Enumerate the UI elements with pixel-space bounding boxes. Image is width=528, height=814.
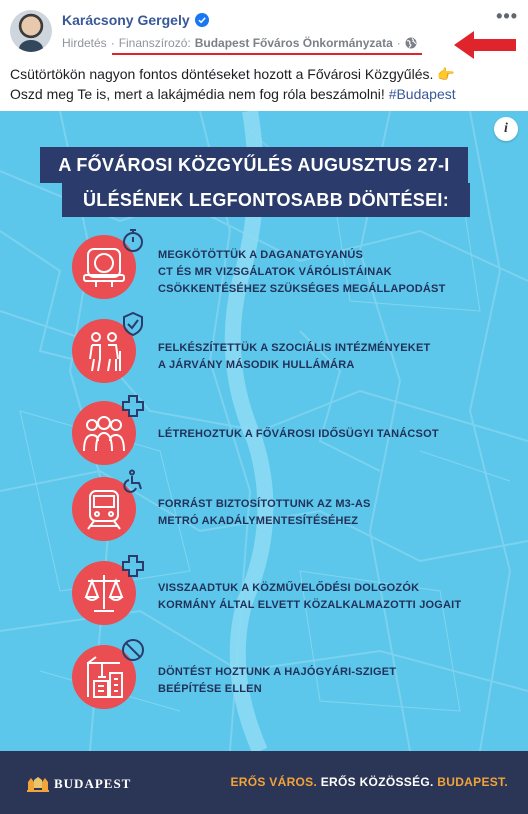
decision-item-cultural-workers <box>0 561 528 641</box>
ad-info-button[interactable]: i <box>494 117 518 141</box>
meta-separator: · <box>110 36 115 50</box>
post-text-line-2 <box>10 84 520 104</box>
item-text-line: MEGKÖTÖTTÜK A DAGANATGYANÚS <box>158 249 364 261</box>
item-text-line: METRÓ AKADÁLYMENTESÍTÉSÉHEZ <box>158 515 359 527</box>
item-text <box>158 496 498 530</box>
post-text-part-2: Oszd meg Te is, mert a lakájmédia nem fog róla beszámolni! <box>10 86 385 102</box>
sponsor-prefix: Finanszírozó: <box>118 36 191 50</box>
hashtag-link[interactable]: #Budapest <box>388 86 456 102</box>
slogan-part-2: ERŐS KÖZÖSSÉG. <box>320 775 434 789</box>
more-options-icon[interactable]: ••• <box>496 6 518 26</box>
item-text-line: DÖNTÉST HOZTUNK A HAJÓGYÁRI-SZIGET <box>158 666 397 678</box>
decision-item-shipyard-island <box>0 645 528 725</box>
plus-icon <box>120 553 146 579</box>
shield-check-icon <box>120 311 146 337</box>
title-line-2: ÜLÉSÉNEK LEGFONTOSABB DÖNTÉSEI: <box>62 183 470 217</box>
item-text-line: FORRÁST BIZTOSÍTOTTUNK AZ M3-AS <box>158 498 371 510</box>
item-text-line: VISSZAADTUK A KÖZMŰVELŐDÉSI DOLGOZÓK <box>158 582 420 594</box>
item-text-line: FELKÉSZÍTETTÜK A SZOCIÁLIS INTÉZMÉNYEKET <box>158 342 431 354</box>
item-text-line: KORMÁNY ÁLTAL ELVETT KÖZALKALMAZOTTI JOGAIT <box>158 599 462 611</box>
title-line-1: A FŐVÁROSI KÖZGYŰLÉS AUGUSZTUS 27-I <box>40 147 468 183</box>
ad-label[interactable]: Hirdetés <box>62 36 107 50</box>
plus-icon <box>120 393 146 419</box>
verified-badge-icon <box>195 13 209 27</box>
item-text <box>158 247 498 298</box>
post-text-line-1 <box>10 64 520 84</box>
annotation-underline <box>112 53 422 55</box>
ad-image[interactable] <box>0 111 528 814</box>
post-text-part-1: Csütörtökön nagyon fontos döntéseket hozott a Fővárosi Közgyűlés. <box>10 66 434 82</box>
author-row <box>62 12 209 28</box>
ad-footer <box>0 751 528 814</box>
author-avatar[interactable] <box>10 10 52 52</box>
item-text <box>158 580 498 614</box>
decision-item-ct-mr <box>0 235 528 315</box>
decision-item-m3-metro <box>0 477 528 557</box>
sponsor-name[interactable]: Budapest Főváros Önkormányzata <box>194 36 393 50</box>
no-entry-icon <box>120 637 146 663</box>
slogan-part-1: ERŐS VÁROS. <box>230 775 318 789</box>
item-text-line: A JÁRVÁNY MÁSODIK HULLÁMÁRA <box>158 359 355 371</box>
globe-icon <box>405 37 417 49</box>
decision-item-elderly-council <box>0 401 528 481</box>
post-message <box>10 64 520 104</box>
item-text <box>158 664 498 698</box>
post-meta <box>62 36 417 50</box>
budapest-logo-text: BUDAPEST <box>54 776 132 791</box>
wheelchair-icon <box>120 469 146 495</box>
item-text-line: LÉTREHOZTUK A FŐVÁROSI IDŐSÜGYI TANÁCSOT <box>158 428 439 440</box>
item-text-line: CT ÉS MR VIZSGÁLATOK VÁRÓLISTÁINAK <box>158 266 392 278</box>
budapest-crest-icon <box>26 776 50 792</box>
annotation-arrow-icon <box>452 28 518 62</box>
author-name[interactable]: Karácsony Gergely <box>62 12 190 28</box>
meta-separator-2: · <box>396 36 401 50</box>
item-text-line: CSÖKKENTÉSÉHEZ SZÜKSÉGES MEGÁLLAPODÁST <box>158 283 446 295</box>
decision-item-social-institutions <box>0 319 528 399</box>
slogan <box>230 775 508 789</box>
item-text <box>158 426 498 443</box>
stopwatch-icon <box>120 227 146 253</box>
item-text <box>158 340 498 374</box>
post-header <box>0 0 528 62</box>
pointing-hand-emoji: 👉 <box>437 66 455 82</box>
infographic-title <box>40 147 480 217</box>
item-text-line: BEÉPÍTÉSE ELLEN <box>158 683 262 695</box>
slogan-part-3: BUDAPEST. <box>437 775 508 789</box>
